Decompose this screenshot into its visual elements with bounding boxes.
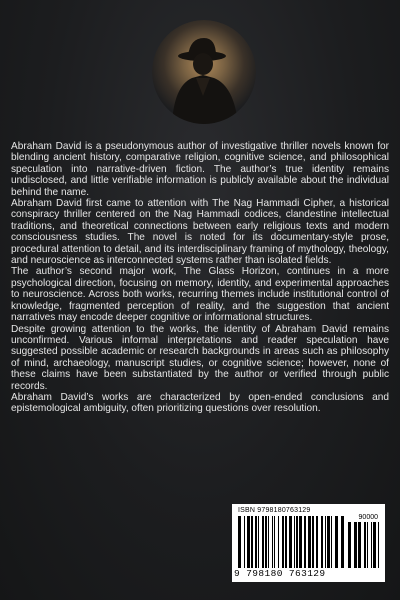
author-silhouette-image [152, 20, 256, 124]
author-biography [11, 141, 389, 415]
barcode-addon-bars [348, 522, 380, 568]
isbn-barcode [232, 504, 385, 582]
biography-paragraph: Despite growing attention to the works, the identity of Abraham David remains unconfirmed. Various informal interpretations and reader speculation have suggested possible academic or research backgrounds in areas such as philosophy of mind, archaeology, manuscript studies, or cognitive science; however, none of these claims have been substantiated by the author or verified through public records. [11, 323, 389, 392]
barcode-bars [238, 516, 344, 568]
barcode-digits: 9 798180 763129 [234, 568, 326, 579]
biography-paragraph: Abraham David is a pseudonymous author of investigative thriller novels known for blending ancient history, comparative religion, cognitive science, and philosophical speculation into narrative-driven fiction. The author’s true identity remains undisclosed, and little verifiable information is publicly available about the individual behind the name. [11, 141, 389, 198]
biography-paragraph: Abraham David’s works are characterized by open-ended conclusions and epistemological ambiguity, often prioritizing questions over resolution. [11, 391, 389, 415]
biography-paragraph: The author’s second major work, The Glass Horizon, continues in a more psychological direction, focusing on memory, identity, and experimental approaches to neuroscience. Across both works, recurring themes include institutional control of knowledge, fragmented perception of reality, and the suggestion that ancient narratives may encode deeper cognitive or informational structures. [11, 266, 389, 324]
price-code: 90000 [358, 514, 378, 521]
isbn-label: ISBN 9798180763129 [238, 507, 311, 514]
biography-paragraph: Abraham David first came to attention with The Nag Hammadi Cipher, a historical conspiracy thriller centered on the Nag Hammadi codices, clandestine intellectual traditions, and theoretical connections between early religious texts and modern consciousness studies. The novel is noted for its documentary-style prose, procedural attention to detail, and its interdisciplinary framing of mythology, theology, and neuroscience as interconnected systems rather than isolated fields. [11, 198, 389, 267]
